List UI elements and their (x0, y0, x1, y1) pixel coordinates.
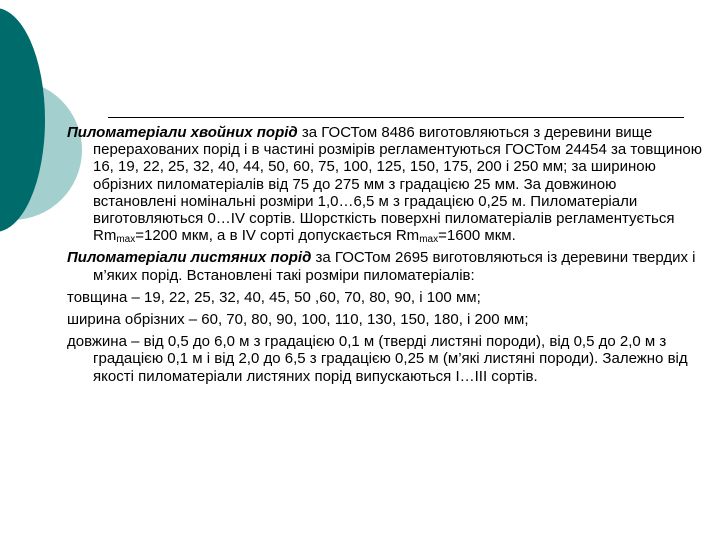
softwood-text: за ГОСТом 8486 виготовляються з деревини вище перерахованих порід і в частині розмірів регламентуються ГОСТом 24454 за товщиною 16, 19, 22, 25, 32, 40, 44, 50, 60, 75, 100, 125, 150, 175, 200 і 250 мм; за шириною обрізних пиломатеріалів від 75 до 275 мм з градацією 25 мм. За довжиною встановлені номінальні розміри 1,0…6,5 м з градацією 0,25 м. Пиломатеріали виготовляються 0…IV сортів. Шорсткість поверхні пиломатеріалів регламентується Rm (93, 124, 702, 245)
softwood-text-2: =1200 мкм, а в IV сорті допускається Rm (135, 227, 420, 245)
hardwood-heading: Пиломатеріали листяних порід (67, 249, 312, 267)
title-divider (108, 117, 684, 118)
slide-body (67, 124, 703, 390)
paragraph-thickness: товщина – 19, 22, 25, 32, 40, 45, 50 ,60, 70, 80, 90, і 100 мм; (67, 288, 481, 306)
hardwood-text: за ГОСТом 2695 виготовляються із деревини твердих і м’яких порід. Встановлені такі розміри пиломатеріалів: (93, 249, 696, 284)
rm-subscript-2: max (419, 234, 439, 246)
paragraph-width: ширина обрізних – 60, 70, 80, 90, 100, 110, 130, 150, 180, і 200 мм; (67, 311, 529, 329)
softwood-text-3: =1600 мкм. (438, 227, 516, 245)
softwood-heading: Пиломатеріали хвойних порід (67, 124, 298, 141)
rm-subscript: max (116, 234, 136, 246)
paragraph-hardwood (67, 249, 703, 283)
paragraph-length: довжина – від 0,5 до 6,0 м з градацією 0,1 м (тверді листяні породи), від 0,5 до 2,0 м з градацією 0,1 м і від 2,0 до 6,5 з градацією 0,25 м (м’які листяні породи). Залежно від якості пиломатеріали листяних порід випускаються I…III сортів. (67, 333, 688, 385)
paragraph-softwood (67, 124, 703, 244)
